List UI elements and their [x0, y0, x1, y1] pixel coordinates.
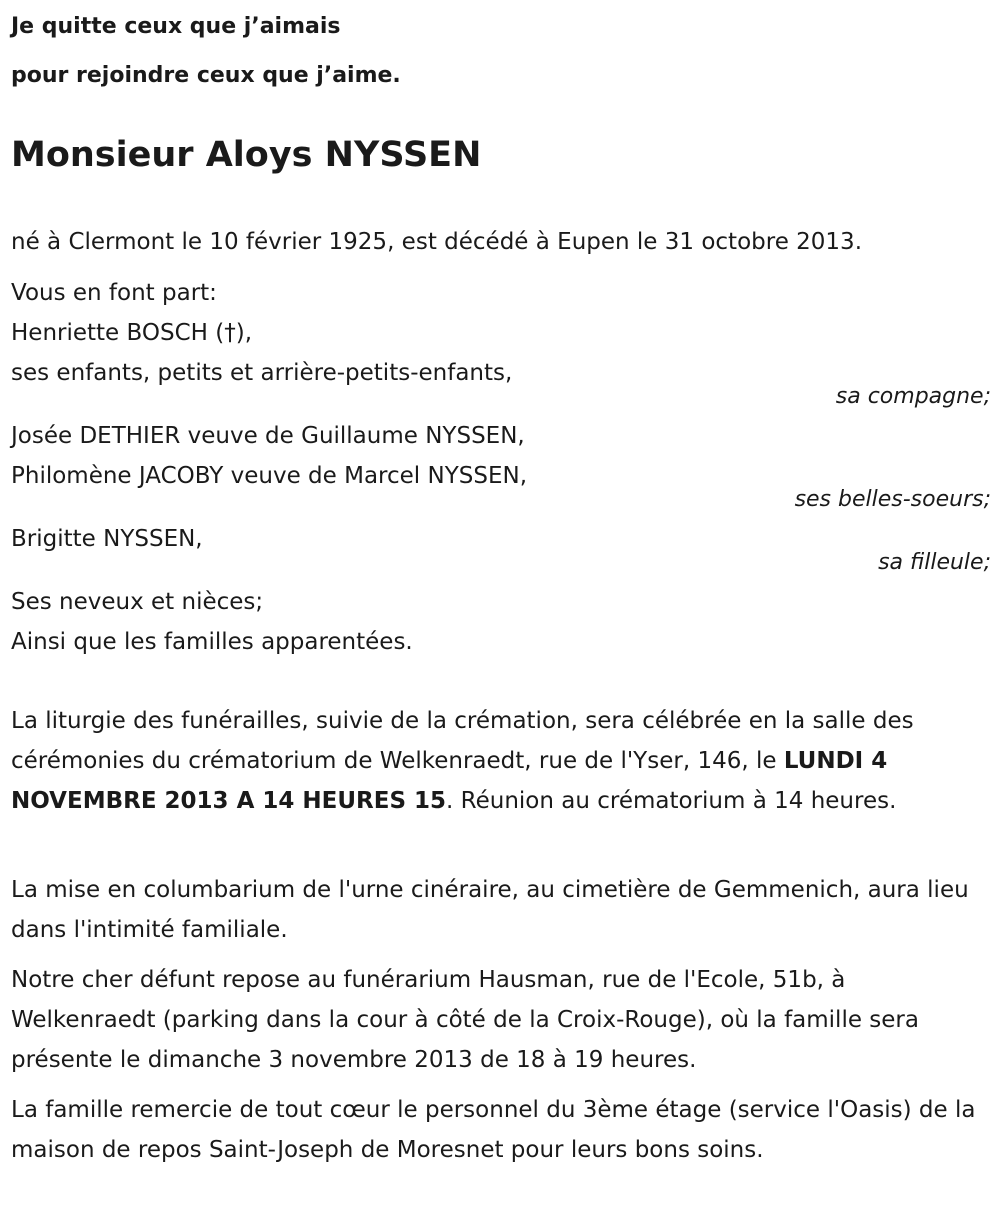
goddaughter-role: sa filleule; — [878, 550, 991, 575]
funeral-paragraph — [11, 701, 991, 821]
birth-death-line: né à Clermont le 10 février 1925, est décédé à Eupen le 31 octobre 2013. — [11, 229, 862, 255]
sisters-in-law-role: ses belles-soeurs; — [794, 487, 991, 512]
quote-line-2: pour rejoindre ceux que j’aime. — [11, 63, 401, 88]
sisters-in-law-line-1: Josée DETHIER veuve de Guillaume NYSSEN, — [11, 423, 525, 449]
families-line: Ainsi que les familles apparentées. — [11, 629, 413, 655]
companion-line-2: ses enfants, petits et arrière-petits-enfants, — [11, 360, 513, 386]
nephews-line: Ses neveux et nièces; — [11, 589, 264, 615]
funerarium-paragraph: Notre cher défunt repose au funérarium Hausman, rue de l'Ecole, 51b, à Welkenraedt (parking dans la cour à côté de la Croix-Rouge), où la famille sera présente le dimanche 3 novembre 2013 de 18 à 19 heures. — [11, 967, 919, 1073]
thanks-paragraph: La famille remercie de tout cœur le personnel du 3ème étage (service l'Oasis) de la maison de repos Saint-Joseph de Moresnet pour leurs bons soins. — [11, 1097, 976, 1163]
goddaughter-line: Brigitte NYSSEN, — [11, 526, 203, 552]
quote-line-1: Je quitte ceux que j’aimais — [11, 14, 341, 39]
columbarium-paragraph: La mise en columbarium de l'urne cinéraire, au cimetière de Gemmenich, aura lieu dans l'intimité familiale. — [11, 877, 969, 943]
companion-line-1: Henriette BOSCH (†), — [11, 320, 253, 346]
funeral-date: LUNDI 4 NOVEMBRE 2013 A 14 HEURES 15 — [11, 748, 888, 814]
funeral-text-after: . Réunion au crématorium à 14 heures. — [446, 788, 897, 814]
companion-role: sa compagne; — [835, 384, 991, 409]
sisters-in-law-line-2: Philomène JACOBY veuve de Marcel NYSSEN, — [11, 463, 528, 489]
announce-intro: Vous en font part: — [11, 280, 217, 306]
deceased-name: Monsieur Aloys NYSSEN — [11, 135, 482, 175]
funeral-text-before: La liturgie des funérailles, suivie de la crémation, sera célébrée en la salle des cérémonies du crématorium de Welkenraedt, rue de l'Yser, 146, le — [11, 708, 914, 774]
